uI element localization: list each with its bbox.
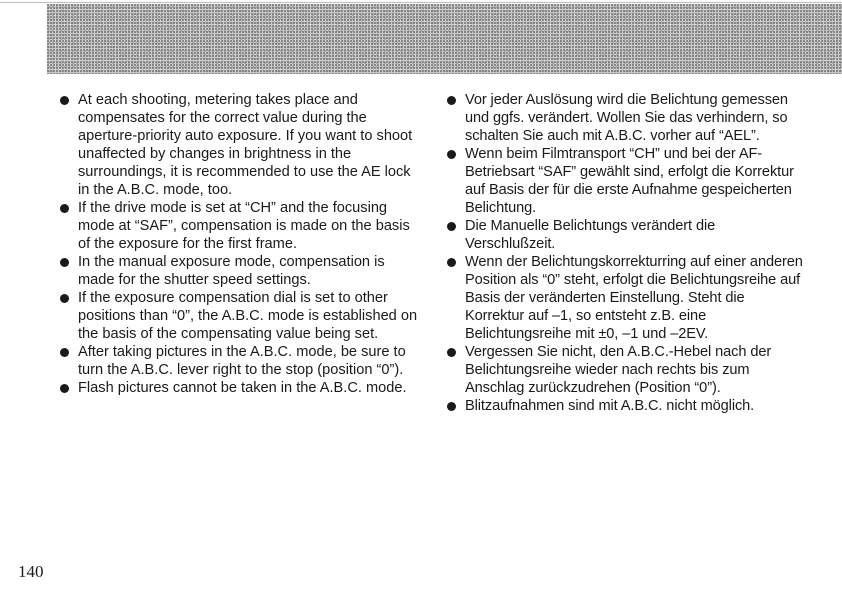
english-column — [60, 91, 420, 397]
header-band — [47, 4, 842, 74]
bullet-icon — [447, 96, 456, 105]
bullet-icon — [447, 150, 456, 159]
german-item — [447, 217, 807, 253]
bullet-icon — [60, 348, 69, 357]
bullet-icon — [447, 222, 456, 231]
bullet-icon — [60, 294, 69, 303]
english-item — [60, 91, 420, 199]
bullet-icon — [60, 384, 69, 393]
english-item — [60, 199, 420, 253]
english-item-text: Flash pictures cannot be taken in the A.B.C. mode. — [78, 380, 407, 396]
english-item-text: If the exposure compensation dial is set to other positions than “0”, the A.B.C. mode is established on the basis of the compensating value being set. — [78, 290, 418, 342]
german-item-text: Vor jeder Auslösung wird die Belichtung gemessen und ggfs. verändert. Wollen Sie das verhindern, so schalten Sie auch mit A.B.C. vorher auf “AEL”. — [465, 92, 788, 144]
german-item — [447, 397, 807, 415]
german-item-text: Blitzaufnahmen sind mit A.B.C. nicht möglich. — [465, 398, 755, 414]
top-rule — [0, 2, 842, 3]
english-item — [60, 253, 420, 289]
bullet-icon — [60, 96, 69, 105]
german-item — [447, 343, 807, 397]
bullet-icon — [447, 348, 456, 357]
german-item-text: Wenn beim Filmtransport “CH” und bei der AF-Betriebsart “SAF” gewählt sind, erfolgt die Korrektur auf Basis der für die erste Aufnahme gespeicherten Belichtung. — [465, 146, 794, 216]
english-item — [60, 343, 420, 379]
english-item — [60, 289, 420, 343]
german-item-text: Wenn der Belichtungskorrekturring auf einer anderen Position als “0” steht, erfolgt die Belichtungsreihe auf Basis der veränderten Einstellung. Steht die Korrektur auf –1, so entsteht z.B. eine Belichtungsreihe mit ±0, –1 und –2EV. — [465, 254, 803, 342]
german-item-text: Die Manuelle Belichtungs verändert die Verschlußzeit. — [465, 218, 716, 252]
german-item — [447, 91, 807, 145]
english-item-text: In the manual exposure mode, compensation is made for the shutter speed settings. — [78, 254, 385, 288]
bullet-icon — [447, 402, 456, 411]
english-item-text: If the drive mode is set at “CH” and the focusing mode at “SAF”, compensation is made on the basis of the exposure for the first frame. — [78, 200, 410, 252]
german-item-text: Vergessen Sie nicht, den A.B.C.-Hebel nach der Belichtungsreihe wieder nach rechts bis zum Anschlag zurückzudrehen (Position “0”). — [465, 344, 772, 396]
page-number: 140 — [18, 562, 44, 581]
bullet-icon — [447, 258, 456, 267]
bullet-icon — [60, 204, 69, 213]
english-item-text: After taking pictures in the A.B.C. mode, be sure to turn the A.B.C. lever right to the stop (position “0”). — [78, 344, 406, 378]
english-item-text: At each shooting, metering takes place and compensates for the correct value during the aperture-priority auto exposure. If you want to shoot unaffected by changes in brightness in the surroundings, it is recommended to use the AE lock in the A.B.C. mode, too. — [78, 92, 413, 198]
english-item — [60, 379, 420, 397]
german-item — [447, 253, 807, 343]
bullet-icon — [60, 258, 69, 267]
german-column — [447, 91, 807, 415]
german-item — [447, 145, 807, 217]
